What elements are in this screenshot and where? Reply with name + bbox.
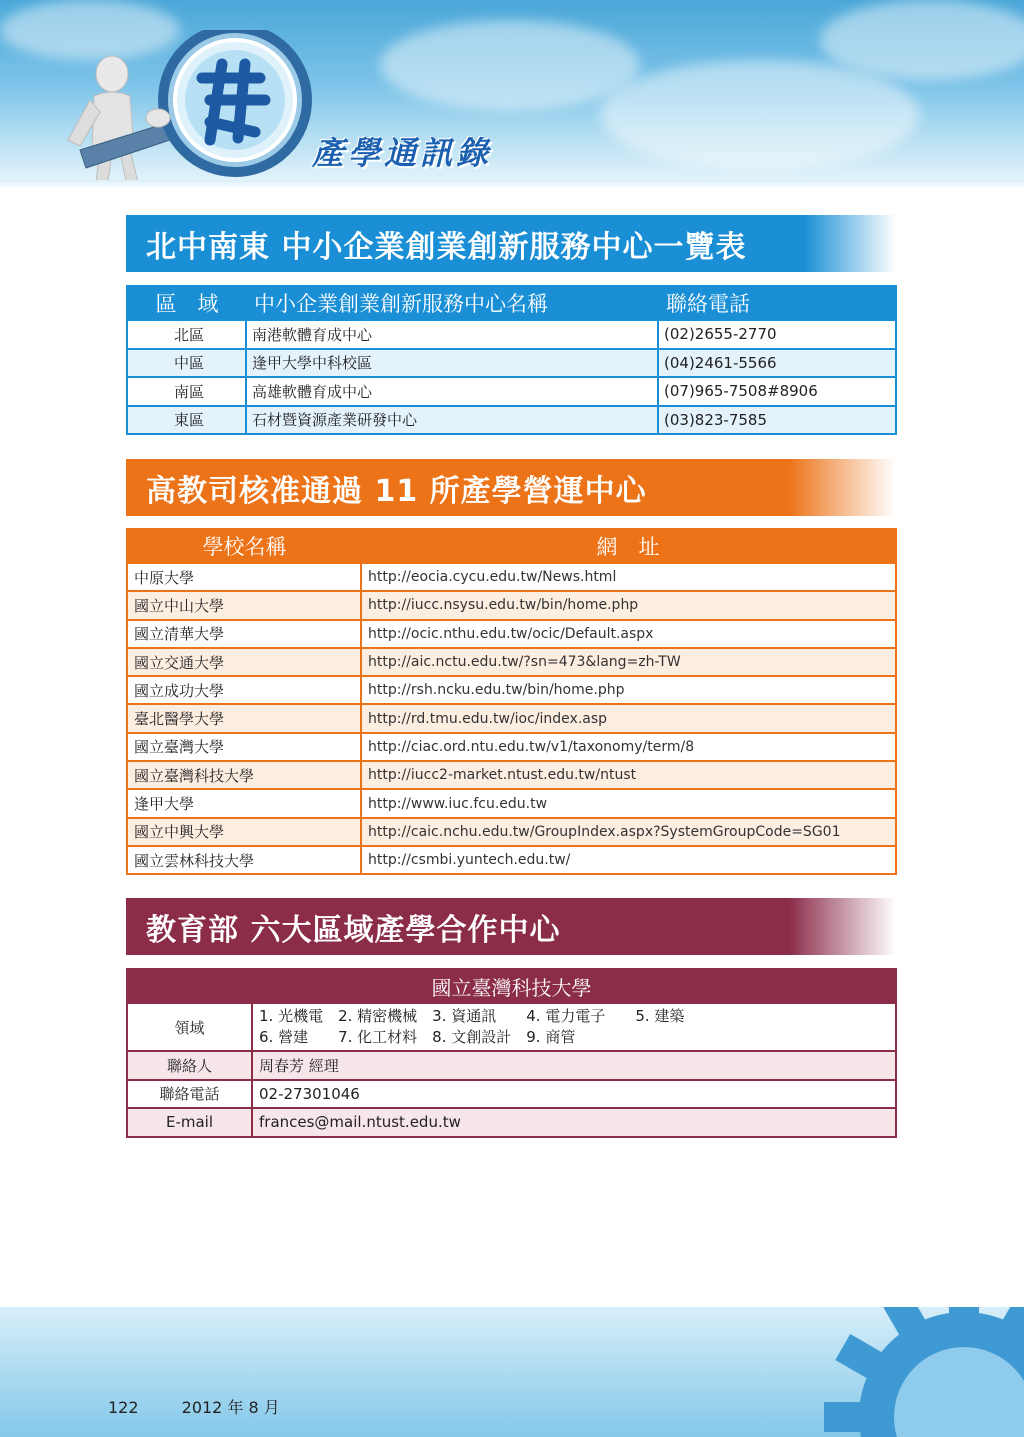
col-header-url: 網 址 <box>361 529 896 563</box>
url-link[interactable]: http://caic.nchu.edu.tw/GroupIndex.aspx?SystemGroupCode=SG01 <box>361 818 896 846</box>
phone-label: 聯絡電話 <box>127 1080 252 1109</box>
region-cell: 中區 <box>127 349 246 378</box>
table-row <box>127 648 896 676</box>
url-link[interactable]: http://www.iuc.fcu.edu.tw <box>361 789 896 817</box>
col-header-region: 區 域 <box>127 286 246 320</box>
gear-icon <box>814 1307 1024 1437</box>
phone-cell: (07)965-7508#8906 <box>658 377 896 406</box>
center-name-cell: 石材暨資源產業研發中心 <box>246 406 658 435</box>
phone-cell: (04)2461-5566 <box>658 349 896 378</box>
cloud-decoration <box>380 20 640 110</box>
magnifier-figure-logo <box>60 30 320 188</box>
email-link[interactable]: frances@mail.ntust.edu.tw <box>252 1108 896 1137</box>
issue-date: 2012 年 8 月 <box>181 1398 280 1417</box>
table-row <box>127 591 896 619</box>
table-row <box>127 704 896 732</box>
header-divider <box>0 180 1024 188</box>
col-header-school: 學校名稱 <box>127 529 361 563</box>
url-link[interactable]: http://rsh.ncku.edu.tw/bin/home.php <box>361 676 896 704</box>
school-cell: 中原大學 <box>127 563 361 591</box>
table-row <box>127 761 896 789</box>
url-link[interactable]: http://ocic.nthu.edu.tw/ocic/Default.aspx <box>361 620 896 648</box>
table-row <box>127 349 896 378</box>
moe-center-table <box>126 968 897 1138</box>
section-title-moe-centers: 教育部 六大區域產學合作中心 <box>126 898 896 955</box>
table-row <box>127 620 896 648</box>
url-link[interactable]: http://ciac.ord.ntu.edu.tw/v1/taxonomy/term/8 <box>361 733 896 761</box>
table-row <box>127 1108 896 1137</box>
url-link[interactable]: http://rd.tmu.edu.tw/ioc/index.asp <box>361 704 896 732</box>
table-row <box>127 1080 896 1109</box>
cloud-decoration <box>820 0 1024 80</box>
school-cell: 國立臺灣科技大學 <box>127 761 361 789</box>
fields-line: 1. 光機電 2. 精密機械 3. 資通訊 4. 電力電子 5. 建築 <box>259 1007 685 1025</box>
phone-cell: (03)823-7585 <box>658 406 896 435</box>
header-banner <box>0 0 1024 188</box>
section-title-industry-centers: 高教司核准通過 11 所產學營運中心 <box>126 459 896 516</box>
school-cell: 國立中山大學 <box>127 591 361 619</box>
region-cell: 南區 <box>127 377 246 406</box>
school-cell: 國立清華大學 <box>127 620 361 648</box>
table-row <box>127 676 896 704</box>
center-name-cell: 高雄軟體育成中心 <box>246 377 658 406</box>
school-cell: 國立交通大學 <box>127 648 361 676</box>
region-cell: 東區 <box>127 406 246 435</box>
col-header-center-name: 中小企業創業創新服務中心名稱 <box>246 286 658 320</box>
table-row <box>127 818 896 846</box>
school-cell: 臺北醫學大學 <box>127 704 361 732</box>
school-name-header: 國立臺灣科技大學 <box>127 969 896 1003</box>
school-cell: 國立成功大學 <box>127 676 361 704</box>
school-cell: 逢甲大學 <box>127 789 361 817</box>
table-header-row <box>127 529 896 563</box>
phone-cell: (02)2655-2770 <box>658 320 896 349</box>
industry-centers-table <box>126 528 897 875</box>
table-header-row <box>127 286 896 320</box>
table-row <box>127 563 896 591</box>
page-number: 122 <box>108 1398 139 1417</box>
header-title: 產學通訊錄 <box>312 134 493 172</box>
phone-value: 02-27301046 <box>252 1080 896 1109</box>
url-link[interactable]: http://iucc.nsysu.edu.tw/bin/home.php <box>361 591 896 619</box>
url-link[interactable]: http://csmbi.yuntech.edu.tw/ <box>361 846 896 874</box>
table-row <box>127 406 896 435</box>
table-row <box>127 377 896 406</box>
fields-label: 領域 <box>127 1003 252 1051</box>
table-row <box>127 846 896 874</box>
table-header-row <box>127 969 896 1003</box>
section-title-sme-centers: 北中南東 中小企業創業創新服務中心一覽表 <box>126 215 896 272</box>
region-cell: 北區 <box>127 320 246 349</box>
center-name-cell: 南港軟體育成中心 <box>246 320 658 349</box>
col-header-phone: 聯絡電話 <box>658 286 896 320</box>
contact-label: 聯絡人 <box>127 1051 252 1080</box>
center-name-cell: 逢甲大學中科校區 <box>246 349 658 378</box>
cloud-decoration <box>600 60 920 170</box>
url-link[interactable]: http://iucc2-market.ntust.edu.tw/ntust <box>361 761 896 789</box>
school-cell: 國立雲林科技大學 <box>127 846 361 874</box>
school-cell: 國立臺灣大學 <box>127 733 361 761</box>
email-label: E-mail <box>127 1108 252 1137</box>
url-link[interactable]: http://eocia.cycu.edu.tw/News.html <box>361 563 896 591</box>
footer-text <box>108 1395 280 1418</box>
url-link[interactable]: http://aic.nctu.edu.tw/?sn=473&lang=zh-TW <box>361 648 896 676</box>
table-row <box>127 1003 896 1051</box>
sme-centers-table <box>126 285 897 435</box>
fields-value <box>252 1003 896 1051</box>
table-row <box>127 789 896 817</box>
school-cell: 國立中興大學 <box>127 818 361 846</box>
contact-value: 周春芳 經理 <box>252 1051 896 1080</box>
table-row <box>127 1051 896 1080</box>
table-row <box>127 733 896 761</box>
fields-line: 6. 營建 7. 化工材料 8. 文創設計 9. 商管 <box>259 1028 576 1046</box>
table-row <box>127 320 896 349</box>
